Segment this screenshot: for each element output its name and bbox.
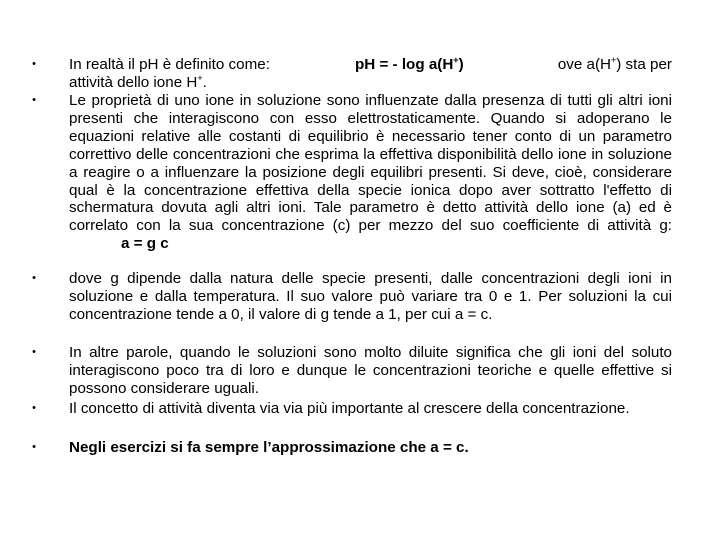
- bullet-dot: •: [32, 402, 36, 414]
- bullet-dot: •: [32, 58, 36, 70]
- ph-explanation-text: ove a(H+) sta per: [557, 55, 672, 73]
- bullet-dot: •: [32, 94, 36, 106]
- ph-explanation-cont: attività dello ione H+.: [69, 72, 207, 91]
- item-text: [69, 56, 672, 92]
- item-text: Negli esercizi si fa sempre l’approssimazione che a = c.: [69, 439, 469, 456]
- bullet-dot: •: [32, 346, 36, 358]
- bullet-dot: •: [32, 441, 36, 453]
- item-text: In altre parole, quando le soluzioni sono molto diluite significa che gli ioni del soluto interagiscono poco tra di loro e dunque le concentrazioni teoriche e quelle effettive si possono considerare uguali.: [69, 344, 672, 397]
- ph-definition-text: In realtà il pH è definito come:: [69, 56, 270, 73]
- item-text: Il concetto di attività diventa via via più importante al crescere della concentrazione.: [69, 400, 630, 417]
- item-text: [69, 92, 672, 253]
- activity-formula: a = g c: [121, 235, 169, 253]
- item-text: dove g dipende dalla natura delle specie presenti, dalle concentrazioni degli ioni in soluzione e dalla temperatura. Il suo valore può variare tra 0 e 1. Per soluzioni la cui concentrazione tende a 0, il valore di g tende a 1, per cui a = c.: [69, 270, 672, 323]
- ph-formula: pH = - log a(H+): [355, 55, 464, 73]
- activity-paragraph: Le proprietà di uno ione in soluzione sono influenzate dalla presenza di tutti gli altri ioni presenti che interagiscono con esso elettrostaticamente. Quando si adoperano le equazioni relative alle costanti di equilibrio è necessario tener conto di un parametro correttivo delle concentrazioni che esprima la effettiva disponibilità dello ione in soluzione a reagire o a influenzare la posizione degli equilibri presenti. Si deve, cioè, considerare qual è la concentrazione effettiva della specie ionica dopo aver sottratto l'effetto di schermatura dovuta agli altri ioni. Tale parametro è detto attività dello ione (a) ed è correlato con la sua concentrazione (c) per mezzo del suo coefficiente di attività g:: [69, 92, 672, 235]
- bullet-dot: •: [32, 272, 36, 284]
